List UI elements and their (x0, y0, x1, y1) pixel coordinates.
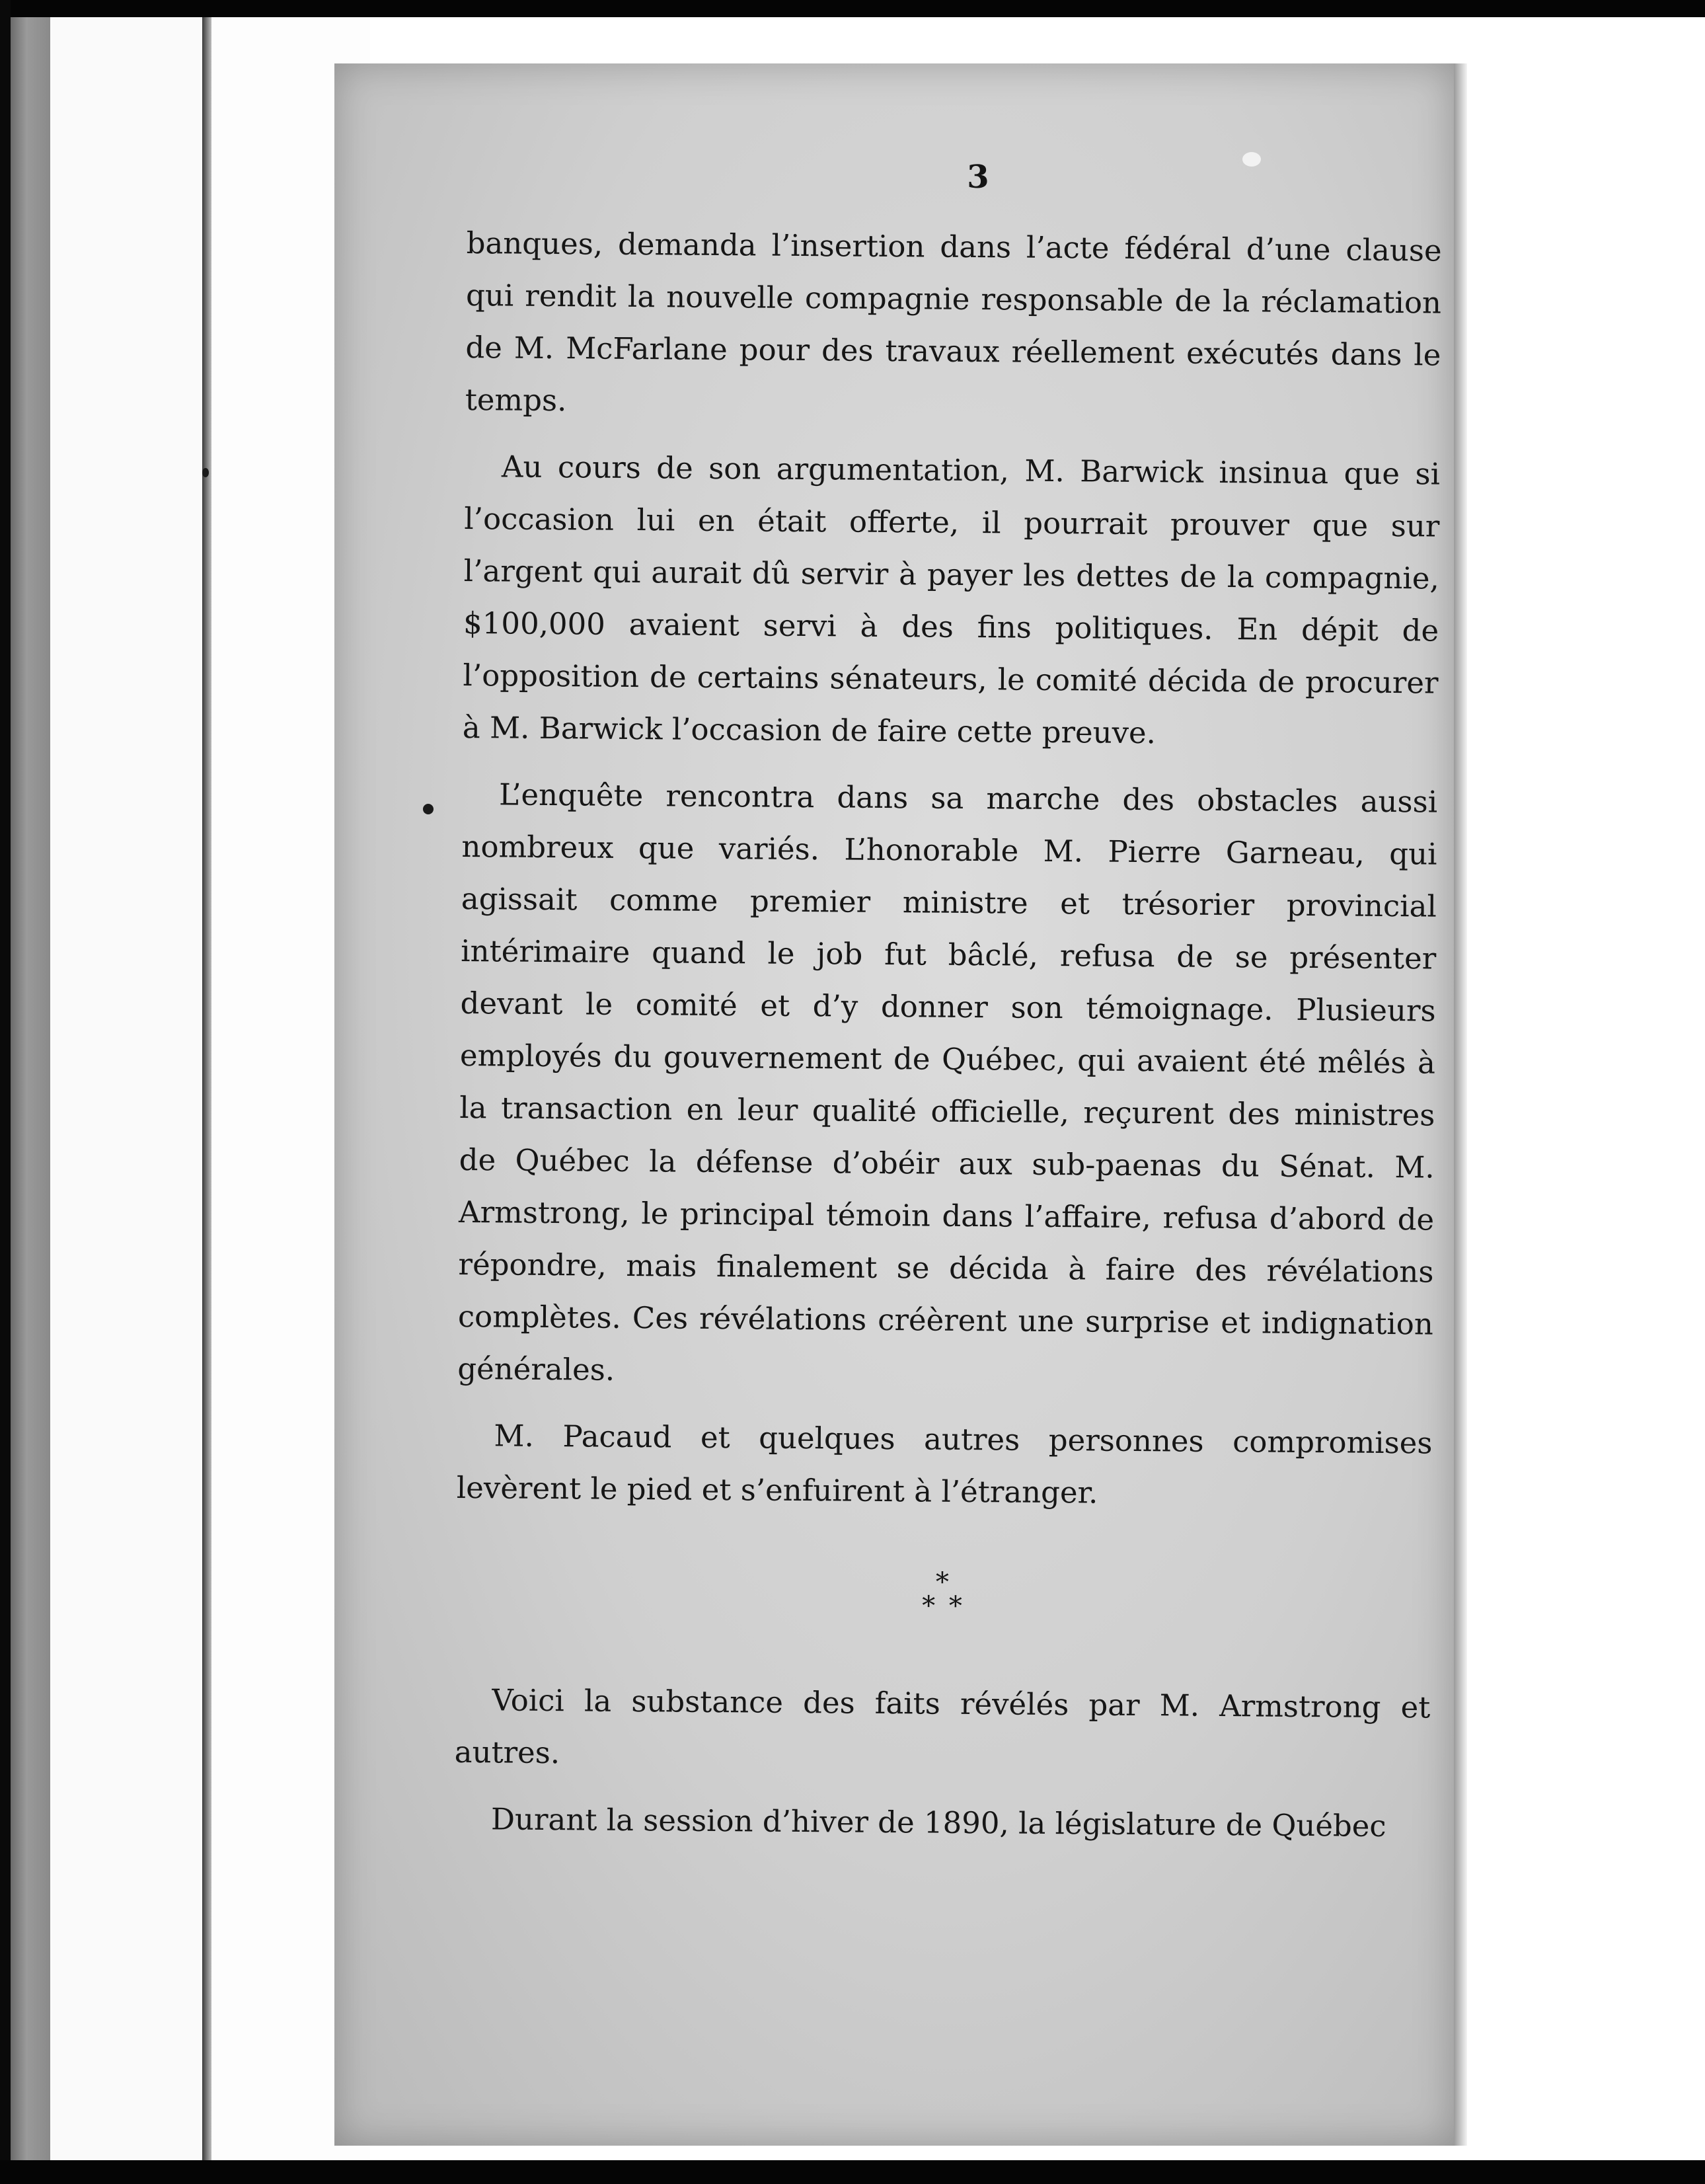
asterism-top: * (935, 1567, 952, 1598)
scan-border-bottom (0, 2160, 1705, 2184)
ink-spot (202, 468, 209, 477)
paragraph-4: M. Pacaud et quelques autres personnes compromises levèrent le pied et s’enfuirent à l’étranger. (456, 1418, 1433, 1510)
ink-spot (1242, 152, 1261, 167)
paragraph-2: Au cours de son argumentation, M. Barwick insinua que si l’occasion lui en était offerte, il pourrait prouver que sur l’argent qui aurait dû servir à payer les dettes de la compagnie, $100,000 avaient servi à des fins politiques. En dépit de l’opposition de certains sénateurs, le comité décida de procurer à M. Barwick l’occasion de faire cette preuve. (462, 449, 1441, 751)
paragraph-5: Voici la substance des faits révélés par M. Armstrong et autres. (454, 1682, 1431, 1771)
scan-border-top (0, 0, 1705, 17)
page-number: 3 (967, 159, 989, 196)
paragraph-3: L’enquête rencontra dans sa marche des obstacles aussi nombreux que variés. L’honorable M. Pierre Garneau, qui agissait comme premier ministre et trésorier provincial intérimaire quand le job fut bâclé, refusa de se présenter devant le comité et d’y donner son témoignage. Plusieurs employés du gouvernement de Québec, qui avaient été mêlés à la transaction en leur qualité officielle, reçurent des ministres de Québec la défense d’obéir aux sub-paenas du Sénat. M. Armstrong, le principal témoin dans l’affaire, refusa d’abord de répondre, mais finalement se décida à faire des révélations complètes. Ces révélations créèrent une surprise et indignation générales. (457, 777, 1438, 1387)
paragraph-1: banques, demanda l’insertion dans l’acte fédéral d’une clause qui rendit la nouvelle compagnie responsable de la réclamation de M. McFarlane pour des travaux réellement exécutés dans le temps. (465, 225, 1442, 418)
binding-fold (202, 17, 211, 2160)
page-edge (1454, 63, 1467, 2146)
adjacent-page-strip (11, 17, 50, 2160)
scan-border-left (0, 0, 11, 2184)
gutter (50, 17, 202, 2160)
asterism-separator (455, 1567, 1431, 1622)
asterism-bottom: * * (921, 1590, 966, 1621)
ink-spot (423, 804, 434, 814)
paragraph-6: Durant la session d’hiver de 1890, la législature de Québec (490, 1801, 1386, 1844)
body-text (454, 217, 1442, 1853)
